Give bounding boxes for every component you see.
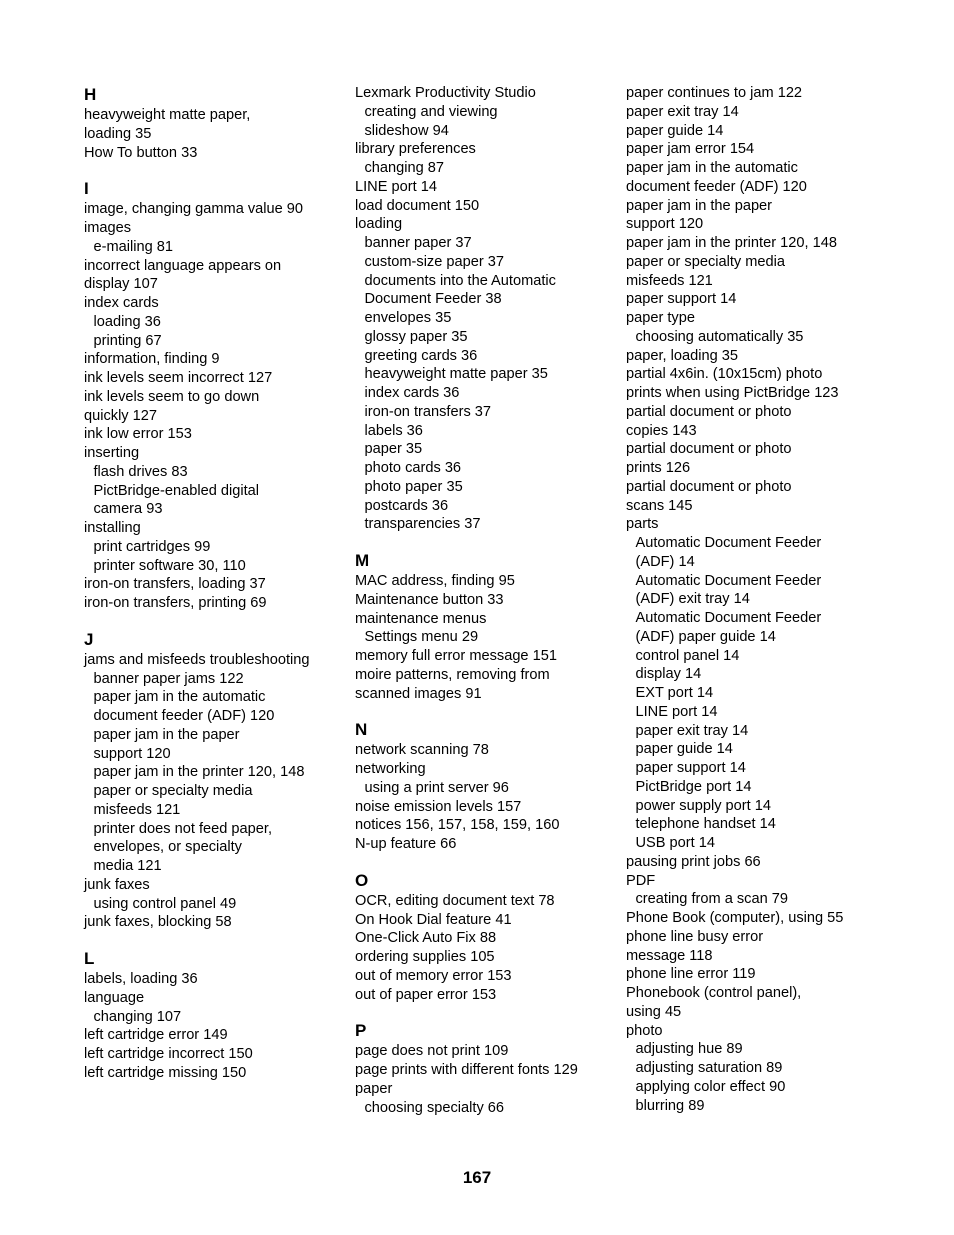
index-entry: ink low error 153	[84, 426, 192, 443]
index-entry: prints when using PictBridge 123	[626, 385, 839, 401]
index-subentry: document feeder (ADF) 120	[93, 708, 275, 724]
index-subentry: envelopes, or specialty	[93, 839, 242, 856]
index-entry: iron-on transfers, loading 37	[84, 576, 266, 593]
index-letter-heading: L	[84, 949, 95, 968]
index-entry: loading 35	[84, 125, 152, 142]
index-entry: page does not print 109	[355, 1043, 509, 1060]
index-group	[355, 870, 617, 1005]
index-entry: out of memory error 153	[355, 967, 512, 984]
index-subentry: paper jam in the printer 120, 148	[93, 764, 305, 781]
index-entry: junk faxes, blocking 58	[84, 914, 232, 931]
index-entry: left cartridge incorrect 150	[84, 1046, 253, 1062]
index-group	[355, 719, 617, 854]
index-entry: inserting	[84, 445, 140, 461]
index-subentry: using control panel 49	[93, 895, 237, 912]
index-entry: How To button 33	[84, 144, 198, 161]
index-subentry: banner paper 37	[364, 235, 472, 251]
index-subentry: control panel 14	[635, 647, 740, 664]
index-entry: parts	[626, 516, 659, 533]
index-subentry: EXT port 14	[635, 685, 714, 701]
index-letter-heading: P	[355, 1021, 367, 1041]
index-subentry: paper exit tray 14	[635, 722, 749, 739]
index-subentry: choosing automatically 35	[635, 328, 804, 345]
index-entry: partial document or photo	[626, 478, 792, 495]
index-entry: ink levels seem incorrect 127	[84, 370, 273, 386]
index-subentry: display 14	[635, 666, 702, 683]
index-entry: Phonebook (control panel),	[626, 985, 802, 1001]
index-subentry: misfeeds 121	[93, 801, 181, 818]
index-entry: images	[84, 220, 132, 236]
index-subentry: changing 87	[364, 160, 445, 176]
index-entry: photo	[626, 1022, 663, 1039]
index-subentry: media 121	[93, 858, 162, 874]
index-entry: support 120	[626, 216, 704, 233]
index-entry: display 107	[84, 276, 158, 293]
index-column-1	[84, 84, 346, 1083]
index-entry: On Hook Dial feature 41	[355, 911, 512, 928]
index-entry: misfeeds 121	[626, 272, 713, 289]
index-subentry: PictBridge-enabled digital	[93, 482, 259, 499]
index-subentry: greeting cards 36	[364, 347, 478, 364]
index-subentry: flash drives 83	[93, 463, 188, 480]
index-entry: ink levels seem to go down	[84, 388, 260, 405]
index-entry: load document 150	[355, 197, 480, 214]
index-subentry: print cartridges 99	[93, 538, 211, 555]
index-subentry: Settings menu 29	[364, 629, 479, 646]
index-entry: heavyweight matte paper,	[84, 107, 251, 123]
index-group	[355, 84, 617, 534]
index-subentry: e-mailing 81	[93, 238, 173, 255]
index-entry: using 45	[626, 1003, 682, 1020]
index-entry: incorrect language appears on	[84, 257, 282, 274]
index-entry: partial 4x6in. (10x15cm) photo	[626, 366, 823, 383]
index-group	[355, 1020, 617, 1117]
index-subentry: paper or specialty media	[93, 783, 253, 799]
index-subentry: (ADF) 14	[635, 553, 695, 570]
index-entry: moire patterns, removing from	[355, 666, 550, 683]
index-letter-heading: N	[355, 720, 368, 740]
index-entry: index cards	[84, 295, 159, 311]
index-subentry: glossy paper 35	[364, 328, 468, 345]
index-entry: MAC address, finding 95	[355, 573, 515, 589]
index-subentry: photo paper 35	[364, 478, 463, 495]
index-subentry: index cards 36	[364, 385, 460, 401]
index-entry: scanned images 91	[355, 685, 482, 702]
index-entry: paper type	[626, 310, 695, 326]
index-subentry: power supply port 14	[635, 797, 771, 814]
index-group	[84, 948, 346, 1083]
index-subentry: slideshow 94	[364, 122, 449, 139]
index-entry: ordering supplies 105	[355, 949, 495, 965]
index-subentry: Document Feeder 38	[364, 291, 502, 308]
index-subentry: adjusting saturation 89	[635, 1060, 783, 1076]
index-entry: document feeder (ADF) 120	[626, 178, 807, 195]
index-subentry: using a print server 96	[364, 779, 509, 796]
index-entry: library preferences	[355, 141, 476, 158]
index-subentry: iron-on transfers 37	[364, 403, 492, 420]
index-letter-heading: J	[84, 629, 94, 649]
index-subentry: Automatic Document Feeder	[635, 535, 822, 551]
index-subentry: Automatic Document Feeder	[635, 610, 822, 626]
index-subentry: USB port 14	[635, 835, 715, 851]
index-entry: quickly 127	[84, 407, 158, 424]
index-group	[84, 84, 346, 162]
index-entry: left cartridge error 149	[84, 1027, 228, 1044]
index-subentry: PictBridge port 14	[635, 778, 752, 795]
index-entry: network scanning 78	[355, 742, 489, 759]
page-number: 167	[462, 1168, 492, 1187]
index-entry: PDF	[626, 872, 656, 889]
index-entry: loading	[355, 216, 403, 233]
index-subentry: changing 107	[93, 1008, 182, 1025]
index-subentry: heavyweight matte paper 35	[364, 366, 548, 383]
index-entry: paper jam error 154	[626, 141, 755, 158]
index-subentry: paper support 14	[635, 760, 746, 776]
index-entry: paper jam in the automatic	[626, 160, 798, 176]
index-entry: notices 156, 157, 158, 159, 160	[355, 817, 560, 834]
index-subentry: paper jam in the paper	[93, 726, 240, 743]
index-subentry: labels 36	[364, 422, 423, 439]
index-entry: noise emission levels 157	[355, 798, 522, 815]
index-entry: paper jam in the printer 120, 148	[626, 235, 837, 251]
index-entry: out of paper error 153	[355, 986, 497, 1003]
index-entry: paper jam in the paper	[626, 197, 773, 214]
index-subentry: photo cards 36	[364, 460, 462, 476]
index-subentry: postcards 36	[364, 497, 449, 514]
index-entry: networking	[355, 761, 426, 777]
index-entry: One-Click Auto Fix 88	[355, 930, 497, 947]
index-entry: prints 126	[626, 460, 691, 476]
index-subentry: (ADF) exit tray 14	[635, 591, 750, 608]
index-letter-heading: H	[84, 85, 97, 104]
index-entry: iron-on transfers, printing 69	[84, 595, 267, 611]
index-entry: phone line error 119	[626, 966, 756, 983]
index-subentry: adjusting hue 89	[635, 1041, 743, 1058]
index-subentry: blurring 89	[635, 1097, 705, 1114]
index-entry: Lexmark Productivity Studio	[355, 85, 536, 101]
index-subentry: camera 93	[93, 501, 163, 518]
index-entry: image, changing gamma value 90	[84, 201, 304, 218]
index-entry: maintenance menus	[355, 610, 487, 627]
index-entry: paper guide 14	[626, 122, 724, 139]
index-subentry: transparencies 37	[364, 516, 481, 533]
index-subentry: (ADF) paper guide 14	[635, 628, 776, 645]
index-entry: N-up feature 66	[355, 836, 457, 852]
index-subentry: custom-size paper 37	[364, 253, 505, 270]
index-entry: Phone Book (computer), using 55	[626, 910, 844, 926]
index-subentry: paper guide 14	[635, 741, 733, 758]
index-entry: message 118	[626, 947, 713, 964]
index-entry: partial document or photo	[626, 403, 792, 420]
index-entry: paper exit tray 14	[626, 103, 739, 120]
index-entry: OCR, editing document text 78	[355, 892, 555, 909]
index-entry: paper	[355, 1080, 393, 1097]
index-letter-heading: O	[355, 870, 369, 890]
index-subentry: printer software 30, 110	[93, 557, 246, 574]
index-letter-heading: M	[355, 551, 370, 570]
index-entry: pausing print jobs 66	[626, 853, 761, 870]
index-subentry: support 120	[93, 745, 171, 762]
index-entry: information, finding 9	[84, 351, 220, 368]
index-entry: installing	[84, 520, 141, 536]
index-column-2	[355, 84, 617, 1117]
index-subentry: LINE port 14	[635, 703, 718, 720]
index-letter-heading: I	[84, 179, 89, 199]
index-entry: paper continues to jam 122	[626, 85, 803, 101]
index-subentry: choosing specialty 66	[364, 1099, 505, 1116]
index-column-3	[626, 84, 916, 1115]
index-entry: language	[84, 989, 145, 1006]
index-group	[626, 84, 916, 1115]
index-entry: jams and misfeeds troubleshooting	[84, 651, 310, 668]
index-subentry: paper jam in the automatic	[93, 689, 266, 706]
index-subentry: documents into the Automatic	[364, 272, 556, 289]
index-entry: LINE port 14	[355, 178, 437, 195]
index-subentry: creating from a scan 79	[635, 891, 789, 908]
index-group	[84, 178, 346, 613]
index-entry: labels, loading 36	[84, 971, 198, 987]
index-group	[355, 550, 617, 703]
index-subentry: banner paper jams 122	[93, 670, 244, 687]
index-subentry: creating and viewing	[364, 103, 498, 120]
index-entry: paper or specialty media	[626, 253, 785, 270]
index-subentry: printer does not feed paper,	[93, 820, 272, 837]
index-subentry: paper 35	[364, 441, 423, 458]
index-group	[84, 629, 346, 932]
index-entry: phone line busy error	[626, 928, 764, 945]
index-entry: memory full error message 151	[355, 648, 557, 664]
index-entry: page prints with different fonts 129	[355, 1062, 578, 1078]
index-subentry: applying color effect 90	[635, 1078, 786, 1095]
index-entry: copies 143	[626, 422, 697, 439]
index-subentry: telephone handset 14	[635, 816, 776, 833]
index-entry: Maintenance button 33	[355, 591, 504, 608]
index-entry: scans 145	[626, 497, 693, 514]
index-entry: junk faxes	[84, 876, 150, 893]
index-entry: partial document or photo	[626, 441, 792, 458]
index-entry: left cartridge missing 150	[84, 1064, 247, 1081]
index-subentry: Automatic Document Feeder	[635, 572, 822, 589]
index-subentry: printing 67	[93, 332, 162, 349]
index-entry: paper support 14	[626, 291, 737, 308]
index-subentry: loading 36	[93, 313, 161, 330]
index-subentry: envelopes 35	[364, 310, 452, 326]
index-entry: paper, loading 35	[626, 347, 738, 364]
